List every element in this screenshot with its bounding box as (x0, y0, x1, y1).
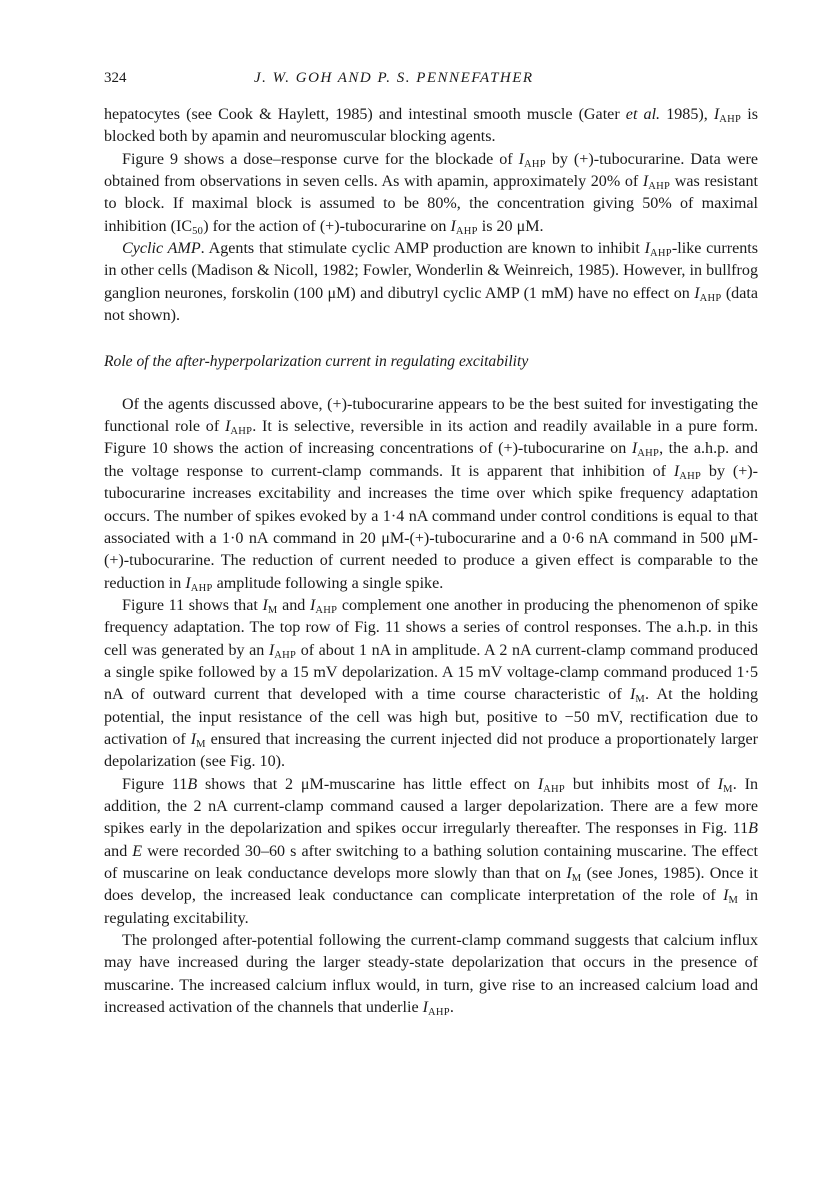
running-title: J. W. GOH AND P. S. PENNEFATHER (254, 70, 534, 86)
i-m-symbol: $I_M$ (190, 730, 206, 750)
i-m-symbol: $I_M$ (566, 865, 582, 884)
i-ahp-symbol: $I_{AHP}$ (537, 775, 566, 795)
i-m-symbol: $I_M$ (630, 686, 645, 706)
article-body (104, 104, 758, 1019)
paragraph: Cyclic AMP. Agents that stimulate cyclic AMP production are known to inhibit $I_{AHP}$-like currents in other cells (Madison & Nicoll, 1982; Fowler, Wonderlin & Weinreich, 1985). However, in bullfrog ganglion neurones, forskolin (100 μM) and dibutryl cyclic AMP (1 mM) have no effect on $I_{AHP}$ (data not shown). (104, 240, 758, 325)
paragraph: Figure 9 shows a dose–response curve for the blockade of $I_{AHP}$ by (+)-tubocurarine. Data were obtained from observations in seven cells. As with apamin, approximately 20% of $I_{AHP}$ was resistant to block. If maximal block is assumed to be 80%, the concentration giving 50% of maximal inhibition $(IC_{50})$ for the action of (+)-tubocurarine on $I_{AHP}$ is 20 μM. (104, 150, 758, 237)
i-ahp-symbol: $I_{AHP}$ (185, 574, 213, 594)
i-ahp-symbol: $I_{AHP}$ (422, 999, 450, 1019)
i-m-symbol: $I_M$ (723, 887, 739, 907)
i-ahp-symbol: $I_{AHP}$ (224, 418, 253, 438)
paragraph: Figure 11 shows that $I_M$ and $I_{AHP}$ complement one another in producing the phenomenon of spike frequency adaptation. The top row of Fig. 11 shows a series of control responses. The a.h.p. in this cell was generated by an $I_{AHP}$ of about 1 nA in amplitude. A 2 nA current-clamp command produced a single spike followed by a 15 mV depolarization. A 15 mV voltage-clamp command produced 1·5 nA of outward current that developed with a time course characteristic of $I_M$. At the holding potential, the input resistance of the cell was high but, positive to −50 mV, rectification due to activation of $I_M$ ensured that increasing the current injected did not produce a proportionately larger depolarization (see Fig. 10). (104, 596, 758, 771)
paragraph: Of the agents discussed above, (+)-tubocurarine appears to be the best suited for investigating the functional role of $I_{AHP}$. It is selective, reversible in its action and readily available in a pure form. Figure 10 shows the action of increasing concentrations of (+)-tubocurarine on $I_{AHP}$, the a.h.p. and the voltage response to current-clamp commands. It is apparent that inhibition of $I_{AHP}$ by (+)-tubocurarine increases excitability and increases the time over which spike frequency adaptation occurs. The number of spikes evoked by a 1·4 nA command under control conditions is equal to that associated with a 1·0 nA command in 20 μM-(+)-tubocurarine and a 0·6 nA command in 500 μM-(+)-tubocurarine. The reduction of current needed to produce a given effect is comparable to the reduction in $I_{AHP}$ amplitude following a single spike. (104, 395, 759, 594)
i-ahp-symbol: $I_{AHP}$ (309, 596, 338, 616)
paragraph: hepatocytes (see Cook & Haylett, 1985) and intestinal smooth muscle (Gater et al. 1985), $I_{AHP}$ is blocked both by apamin and neuromuscular blocking agents. (104, 106, 759, 146)
section-heading: Role of the after-hyperpolarization current in regulating excitability (104, 353, 529, 371)
i-m-symbol: $I_M$ (717, 775, 733, 795)
paragraph: The prolonged after-potential following the current-clamp command suggests that calcium influx may have increased during the larger steady-state depolarization that occurs in the presence of muscarine. The increased calcium influx would, in turn, give rise to an increased calcium load and increased activation of the channels that underlie $I_{AHP}$. (104, 932, 758, 1019)
i-ahp-symbol: $I_{AHP}$ (518, 150, 546, 170)
i-ahp-symbol: $I_{AHP}$ (450, 217, 478, 237)
paragraph: Figure 11B shows that 2 μM-muscarine has little effect on $I_{AHP}$ but inhibits most of $I_M$. In addition, the 2 nA current-clamp command caused a larger depolarization. There are a few more spikes early in the depolarization and spikes occur irregularly thereafter. The responses in Fig. 11B and E were recorded 30–60 s after switching to a bathing solution containing muscarine. The effect of muscarine on leak conductance develops more slowly than that on $I_M$ (see Jones, 1985). Once it does develop, the increased leak conductance can complicate interpretation of the role of $I_M$ in regulating excitability. (104, 775, 759, 927)
i-m-symbol: $I_M$ (262, 596, 278, 616)
i-ahp-symbol: $I_{AHP}$ (673, 462, 702, 482)
page-number: 324 (104, 70, 127, 86)
run-in-heading: Cyclic AMP (122, 240, 201, 258)
i-ahp-symbol: $I_{AHP}$ (268, 641, 297, 661)
i-ahp-symbol: $I_{AHP}$ (694, 284, 722, 304)
running-head (104, 70, 758, 94)
i-ahp-symbol: $I_{AHP}$ (642, 173, 671, 193)
i-ahp-symbol: $I_{AHP}$ (713, 106, 742, 125)
i-ahp-symbol: $I_{AHP}$ (631, 440, 660, 460)
i-ahp-symbol: $I_{AHP}$ (644, 240, 672, 260)
